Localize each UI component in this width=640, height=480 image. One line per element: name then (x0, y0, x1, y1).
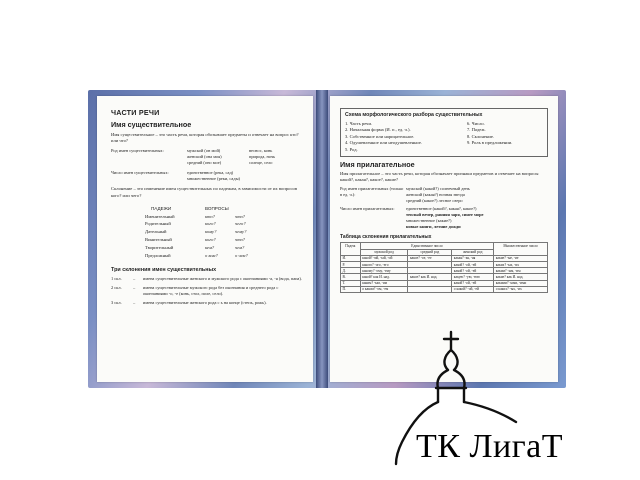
cases-table (145, 205, 303, 260)
adj-number-example: новые книги, летние дожди (406, 224, 461, 230)
page-title: ЧАСТИ РЕЧИ (111, 108, 160, 117)
scheme-item: 8. Склонение. (467, 133, 495, 139)
adj-number-label: Число имен прилагательных: (340, 206, 395, 212)
adj-gender-item: женский (какая?) ночная звезда (406, 192, 465, 198)
gender-item: средний (оно мое) (187, 160, 222, 166)
scheme-item: 2. Начальная форма (И. п., ед. ч.). (345, 127, 411, 133)
case-row: Винительный кого? что? (145, 237, 246, 242)
left-page (97, 96, 313, 382)
adj-number-example: теплый вечер, ранняя заря, синее море (406, 212, 484, 218)
adj-number-item: единственное (какой?, какая?, какое?) (406, 206, 477, 212)
table-row: Д. какому? -ому, -ему какой? -ой, -ей каким? -ым, -им (341, 268, 548, 274)
adj-gender-item: средний (какое?) лесное озеро (406, 198, 463, 204)
gender-row-3 (111, 160, 303, 166)
scheme-item: 1. Часть речи. (345, 121, 373, 126)
declension-row: 1 скл. – имена существительные женского и мужского рода с окончаниями -а, -я (вода, папа). (111, 276, 302, 282)
table-header: Падеж (341, 243, 361, 255)
logo-text: ТК ЛигаТ (416, 428, 564, 465)
declension-row: 2 скл. – имена существительные мужского рода без окончания и среднего рода с окончаниями -о, -е (конь, стол, поле, село). (111, 285, 279, 297)
case-row: Предложный о ком? о чем? (145, 252, 248, 258)
table-row: Т. каким? -ым, -им какой? -ой, -ей какими? -ыми, -ими (341, 280, 548, 286)
adj-gender-item: мужской (какой?) солнечный день (406, 186, 470, 192)
adj-gender-label: Род имен прилагательных (только в ед. ч.): (340, 186, 404, 198)
table-row: П. о каком? -ом, -ем о какой? -ой, -ей о каких? -ых, -их (341, 286, 548, 292)
case-row: Творительный кем? чем? (145, 244, 245, 250)
gender-item: женский (она моя) (187, 154, 222, 160)
case-row: Родительный кого? чего? (145, 221, 246, 227)
adj-number-item: множественное (какие?) (406, 218, 452, 224)
number-row-2 (111, 176, 303, 182)
cases-header-questions: ВОПРОСЫ (205, 205, 229, 211)
gender-label: Род имен существительных: (111, 148, 164, 154)
number-item: множественное (реки, сады) (187, 176, 240, 182)
three-declensions-heading: Три склонения имен существительных (111, 267, 217, 274)
table-row: В. какой? как И. над. какое? как И. над. какую? -ую, -юю какие? как И. над. (341, 274, 548, 280)
gender-item: мужской (он мой) (187, 148, 221, 154)
number-label: Число имен существительных: (111, 170, 169, 176)
scheme-item: 7. Падеж. (467, 127, 486, 133)
adj-number-row (340, 206, 548, 230)
case-row: Именительный кто? что? (145, 213, 246, 219)
declension-row: 3 скл. – имена существительные женского рода с ь на конце (степь, рожь). (111, 300, 267, 306)
adj-gender-row (340, 186, 548, 204)
table-subheader: женский род (452, 249, 494, 255)
table-subheader: средний род (408, 249, 452, 255)
table-row: Р. какого? -ого, -его какой? -ой, -ей каких? -ых, -их (341, 262, 548, 268)
scheme-item: 5. Род. (345, 146, 358, 152)
table-row: И. какой? -ий, -ый, -ой какое? -ое, -ее какая? -ая, -яя какие? -ые, -ие (341, 255, 548, 261)
table-header: Множественное число (494, 243, 548, 255)
table-header: Единственное число (360, 243, 493, 249)
gender-example: природа, ночь (249, 154, 276, 160)
book-spine (316, 90, 328, 388)
scheme-item: 4. Одушевленное или неодушевленное. (345, 140, 423, 146)
noun-heading: Имя существительное (111, 120, 192, 129)
morph-scheme-box (340, 108, 548, 157)
adj-table-title: Таблица склонения прилагательных (340, 234, 432, 241)
declension-definition: Склонение – это изменение имен существительных по падежам, в зависимости от их вопросов кого? или чего? (111, 186, 297, 198)
table-subheader: мужской род (360, 249, 408, 255)
gender-example: веснос, конь (249, 148, 273, 154)
noun-definition: Имя существительное – это часть речи, которая обозначает предметы и отвечает на вопрос кто? или что? (111, 132, 299, 144)
gender-example: солнце, село (249, 160, 273, 166)
adjective-definition: Имя прилагательное – это часть речи, которая обозначает признаки предметов и отвечает на вопросы какой?, какая?, какое?, какие? (340, 171, 539, 183)
cases-header-cases: ПАДЕЖИ (151, 205, 172, 211)
scheme-item: 9. Роль в предложении. (467, 140, 513, 146)
scheme-item: 3. Собственное или нарицательное. (345, 133, 415, 139)
number-item: единственное (река, сад) (187, 170, 234, 176)
scheme-item: 6. Число. (467, 121, 485, 126)
adj-declension-table (340, 242, 548, 293)
case-row: Дательный кому? чему? (145, 229, 247, 235)
scheme-title: Схема морфологического разбора существительных (345, 112, 483, 118)
adjective-heading: Имя прилагательное (340, 160, 415, 170)
